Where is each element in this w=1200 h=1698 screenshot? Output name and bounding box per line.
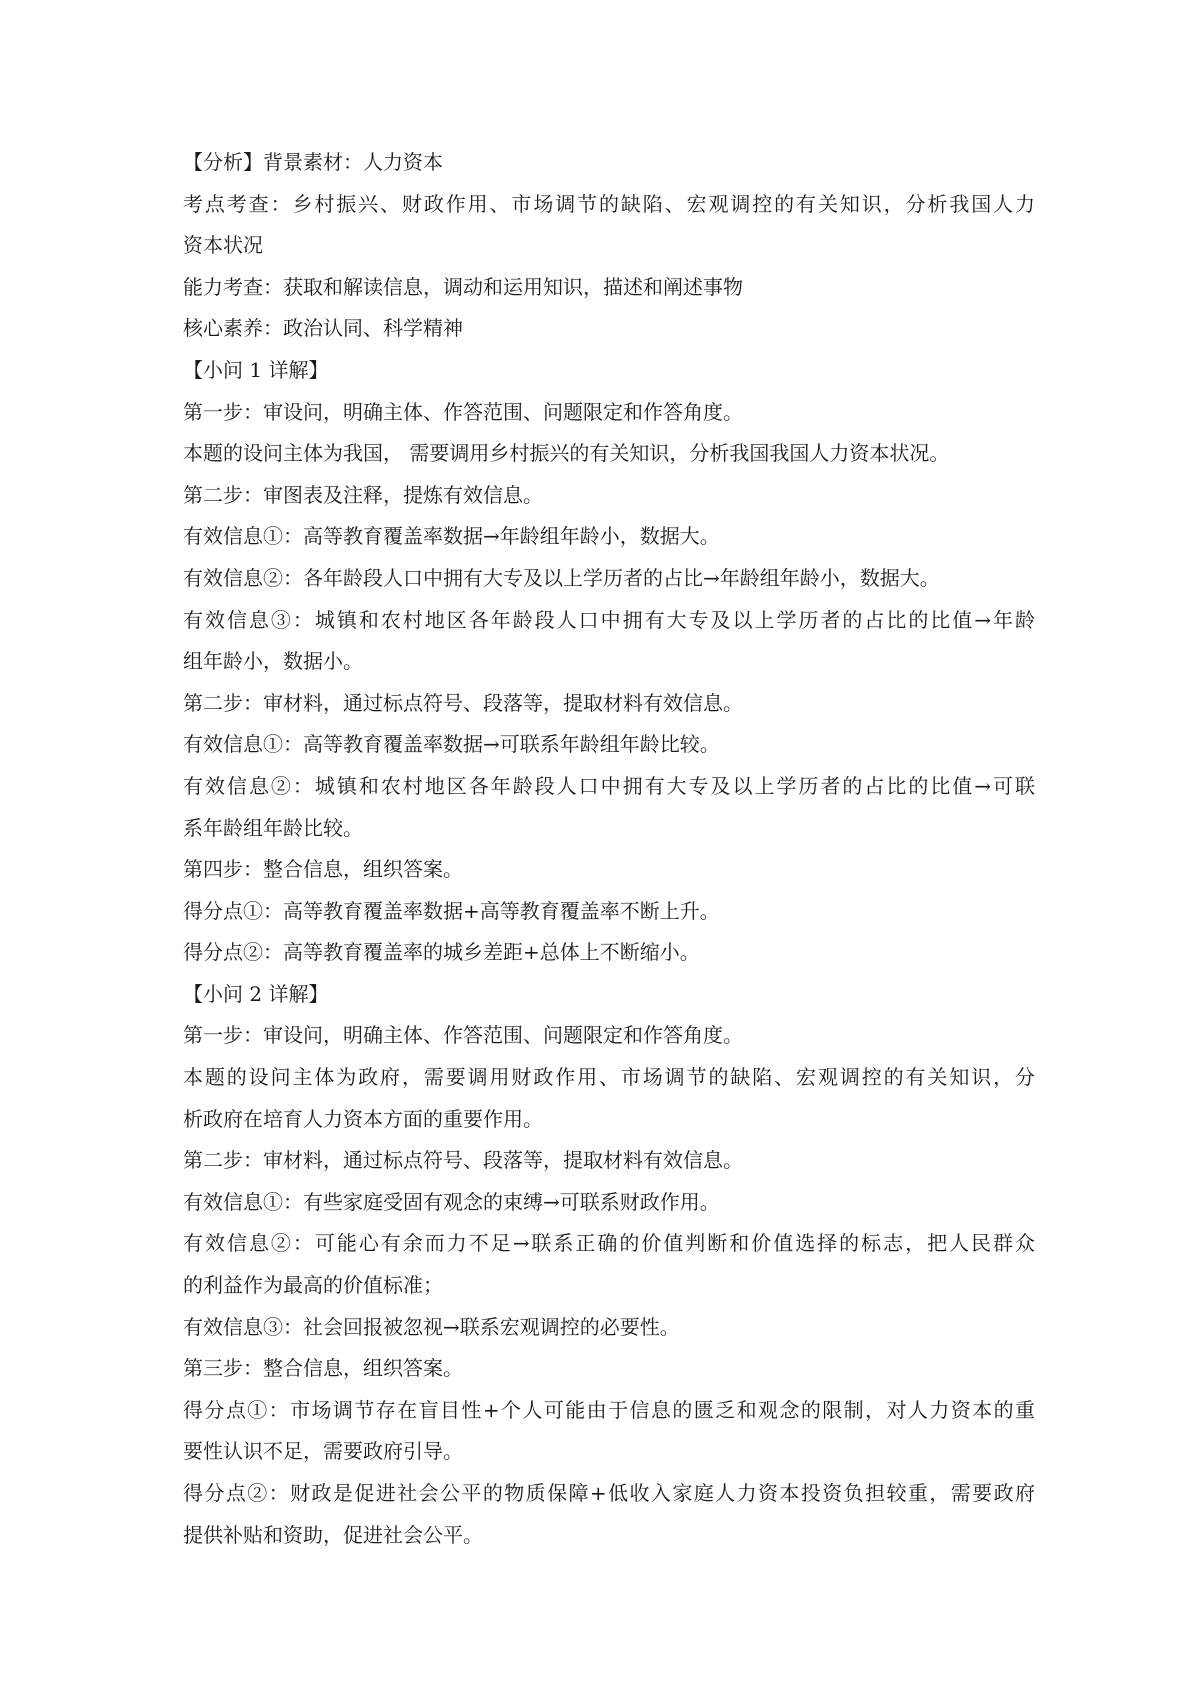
q1-material-info2-line-1: 有效信息②：城镇和农村地区各年龄段人口中拥有大专及以上学历者的占比的比值→可联 xyxy=(183,773,1035,798)
q1-material-info2-line-2: 系年龄组年龄比较。 xyxy=(183,815,363,840)
q1-step3: 第二步：审材料，通过标点符号、段落等，提取材料有效信息。 xyxy=(183,690,743,715)
q2-info2-line-1: 有效信息②：可能心有余而力不足→联系正确的价值判断和价值选择的标志，把人民群众 xyxy=(183,1231,1035,1256)
q2-step1: 第一步：审设问，明确主体、作答范围、问题限定和作答角度。 xyxy=(183,1023,743,1048)
exam-points-line-2: 资本状况 xyxy=(183,233,263,258)
exam-points-line-1: 考点考查：乡村振兴、财政作用、市场调节的缺陷、宏观调控的有关知识，分析我国人力 xyxy=(183,191,1035,216)
q2-score2-line-1: 得分点②：财政是促进社会公平的物质保障+低收入家庭人力资本投资负担较重，需要政府 xyxy=(183,1481,1035,1505)
q1-step2: 第二步：审图表及注释，提炼有效信息。 xyxy=(183,482,543,507)
q2-score1-line-2: 要性认识不足，需要政府引导。 xyxy=(183,1439,463,1464)
q2-info2-line-2: 的利益作为最高的价值标准； xyxy=(183,1273,443,1298)
q1-info1: 有效信息①：高等教育覆盖率数据→年龄组年龄小，数据大。 xyxy=(183,524,720,549)
q1-score1: 得分点①：高等教育覆盖率数据+高等教育覆盖率不断上升。 xyxy=(183,898,720,923)
q1-step1: 第一步：审设问，明确主体、作答范围、问题限定和作答角度。 xyxy=(183,399,743,424)
q2-info3: 有效信息③：社会回报被忽视→联系宏观调控的必要性。 xyxy=(183,1314,680,1339)
q1-score2: 得分点②：高等教育覆盖率的城乡差距+总体上不断缩小。 xyxy=(183,940,700,965)
q2-score1-line-1: 得分点①：市场调节存在盲目性+个人可能由于信息的匮乏和观念的限制，对人力资本的重 xyxy=(183,1397,1035,1422)
ability-line: 能力考查：获取和解读信息，调动和运用知识，描述和阐述事物 xyxy=(183,274,743,299)
q1-material-info1: 有效信息①：高等教育覆盖率数据→可联系年龄组年龄比较。 xyxy=(183,732,720,757)
q1-info3-line-2: 组年龄小，数据小。 xyxy=(183,649,363,674)
q2-info1: 有效信息①：有些家庭受固有观念的束缚→可联系财政作用。 xyxy=(183,1189,720,1214)
q2-score2-line-2: 提供补贴和资助，促进社会公平。 xyxy=(183,1522,483,1547)
q1-step4: 第四步：整合信息，组织答案。 xyxy=(183,857,463,882)
q2-step3: 第三步：整合信息，组织答案。 xyxy=(183,1356,463,1381)
q2-subject-line-2: 析政府在培育人力资本方面的重要作用。 xyxy=(183,1106,543,1131)
q1-subject: 本题的设问主体为我国， 需要调用乡村振兴的有关知识，分析我国我国人力资本状况。 xyxy=(183,441,950,466)
q2-subject-line-1: 本题的设问主体为政府，需要调用财政作用、市场调节的缺陷、宏观调控的有关知识，分 xyxy=(183,1065,1035,1090)
q1-info2: 有效信息②：各年龄段人口中拥有大专及以上学历者的占比→年龄组年龄小，数据大。 xyxy=(183,565,940,590)
q1-heading: 【小问 1 详解】 xyxy=(183,357,329,382)
literacy-line: 核心素养：政治认同、科学精神 xyxy=(183,316,463,341)
analysis-heading: 【分析】背景素材：人力资本 xyxy=(183,150,443,174)
q1-info3-line-1: 有效信息③：城镇和农村地区各年龄段人口中拥有大专及以上学历者的占比的比值→年龄 xyxy=(183,607,1035,632)
q2-heading: 【小问 2 详解】 xyxy=(183,981,329,1006)
q2-step2: 第二步：审材料，通过标点符号、段落等，提取材料有效信息。 xyxy=(183,1148,743,1173)
analysis-text xyxy=(183,142,1035,1556)
